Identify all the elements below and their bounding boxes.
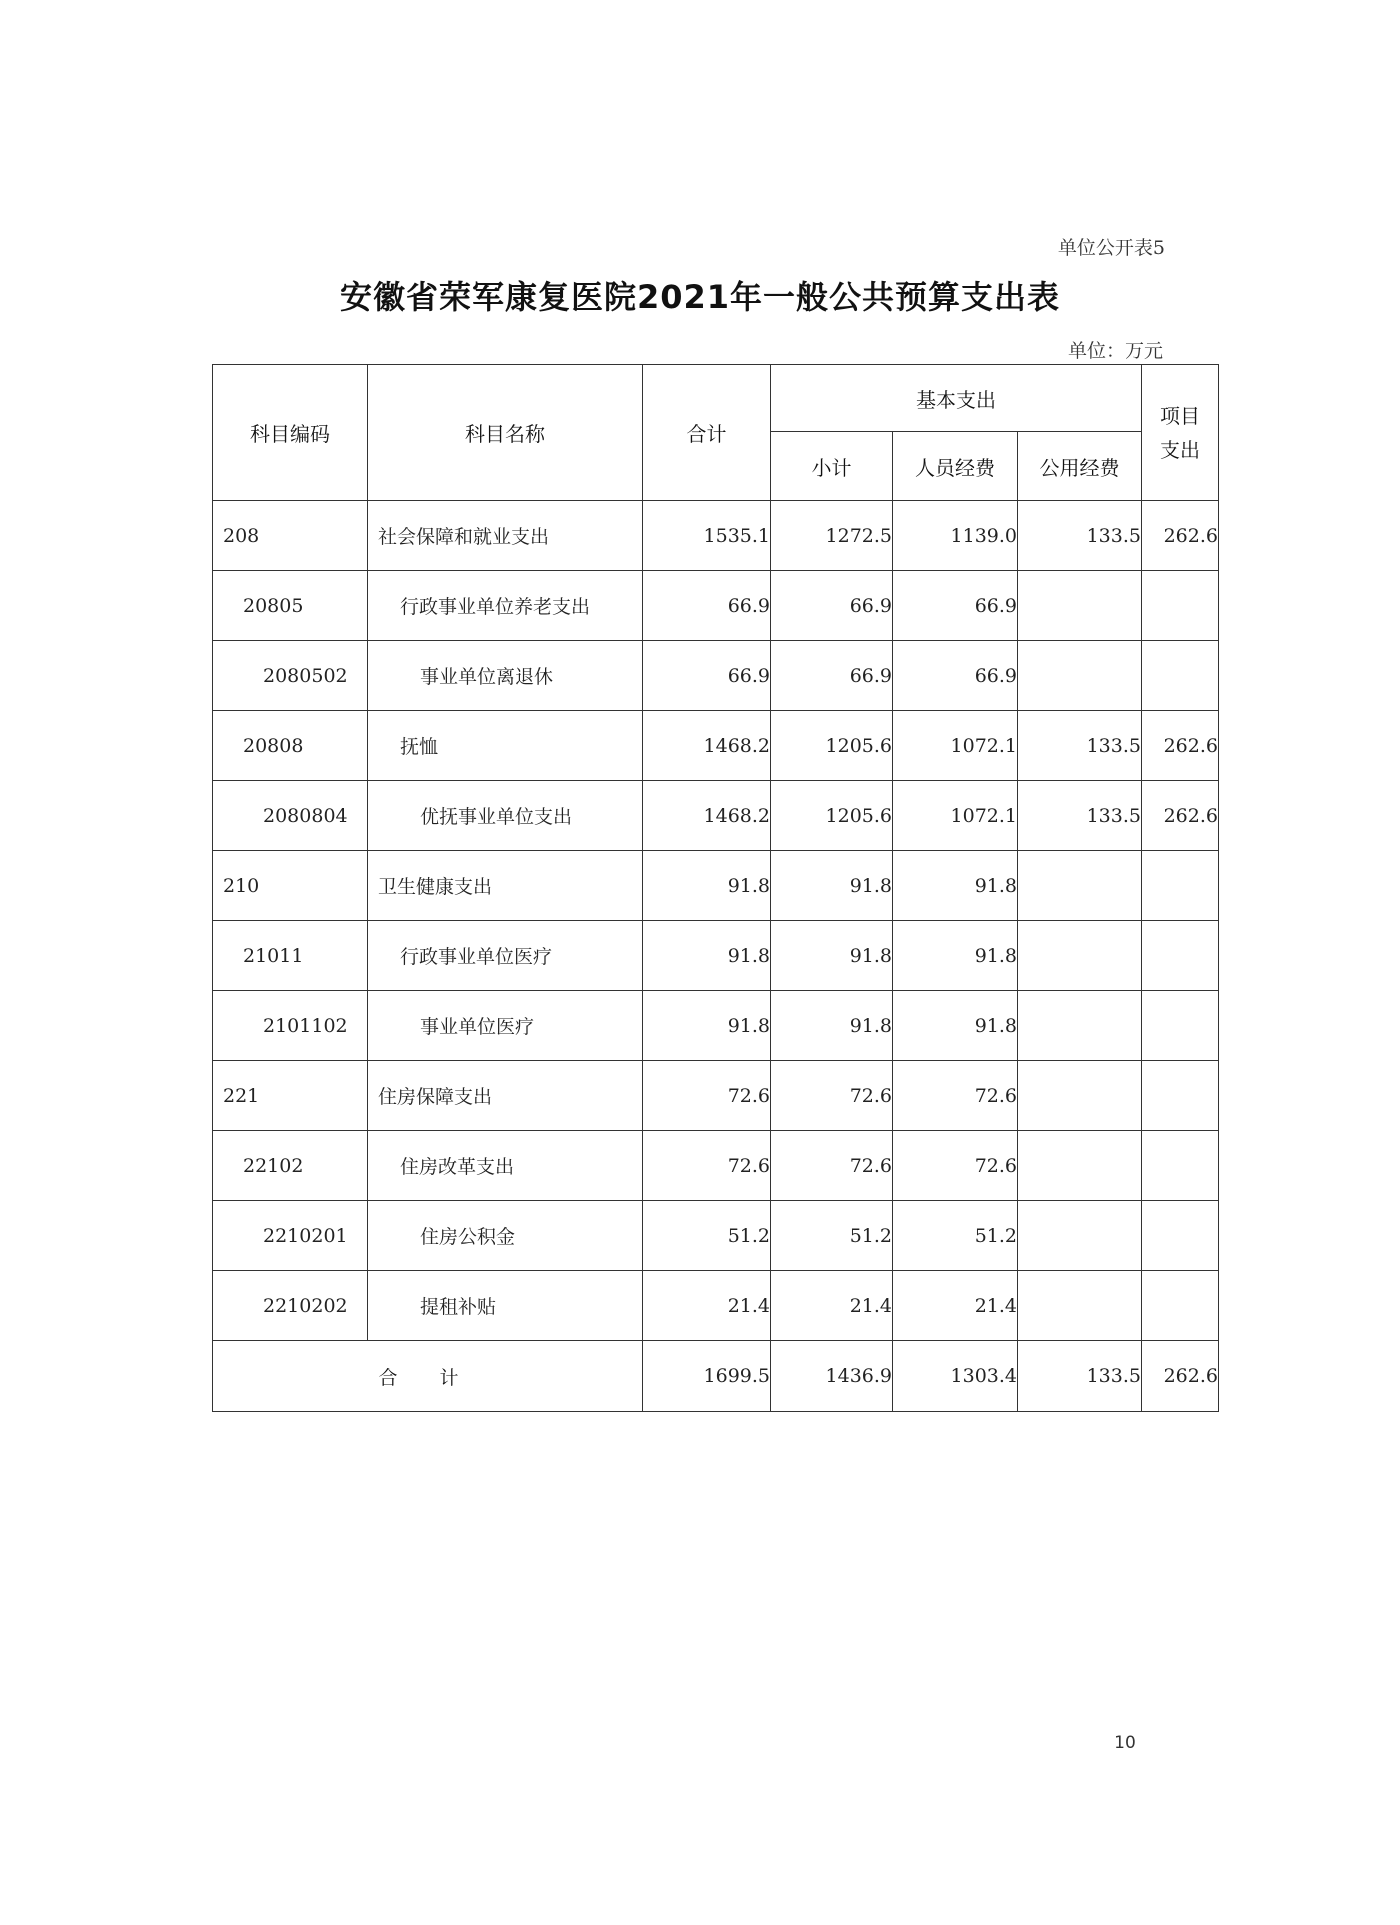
cell-subtotal: 72.6 <box>771 1061 893 1131</box>
unit-label: 单位：万元 <box>1067 340 1163 362</box>
cell-project <box>1142 991 1219 1061</box>
cell-total: 1535.1 <box>643 501 771 571</box>
cell-project: 262.6 <box>1142 781 1219 851</box>
col-header-name: 科目名称 <box>368 365 643 501</box>
cell-subtotal: 66.9 <box>771 571 893 641</box>
cell-project: 262.6 <box>1142 711 1219 781</box>
col-header-personnel: 人员经费 <box>893 432 1018 501</box>
cell-total: 51.2 <box>643 1201 771 1271</box>
col-header-basic: 基本支出 <box>771 365 1142 432</box>
table-row <box>213 1271 1219 1341</box>
cell-total: 91.8 <box>643 921 771 991</box>
total-label: 合 计 <box>213 1341 643 1412</box>
total-row <box>213 1341 1219 1412</box>
cell-project: 262.6 <box>1142 501 1219 571</box>
cell-project <box>1142 1271 1219 1341</box>
cell-code: 221 <box>213 1061 368 1131</box>
table-row <box>213 711 1219 781</box>
cell-public <box>1018 851 1142 921</box>
total-project: 262.6 <box>1142 1341 1219 1412</box>
cell-name: 行政事业单位医疗 <box>368 921 643 991</box>
cell-subtotal: 72.6 <box>771 1131 893 1201</box>
cell-public: 133.5 <box>1018 711 1142 781</box>
cell-personnel: 66.9 <box>893 641 1018 711</box>
cell-subtotal: 51.2 <box>771 1201 893 1271</box>
cell-code: 2210201 <box>213 1201 368 1271</box>
cell-personnel: 91.8 <box>893 991 1018 1061</box>
table-row <box>213 571 1219 641</box>
cell-name: 事业单位医疗 <box>368 991 643 1061</box>
cell-project <box>1142 1201 1219 1271</box>
col-header-project <box>1142 365 1219 501</box>
col-header-code: 科目编码 <box>213 365 368 501</box>
col-header-total: 合计 <box>643 365 771 501</box>
cell-code: 210 <box>213 851 368 921</box>
cell-name: 行政事业单位养老支出 <box>368 571 643 641</box>
table-row <box>213 991 1219 1061</box>
cell-name: 社会保障和就业支出 <box>368 501 643 571</box>
cell-personnel: 51.2 <box>893 1201 1018 1271</box>
cell-project <box>1142 921 1219 991</box>
cell-total: 91.8 <box>643 991 771 1061</box>
page-title: 安徽省荣军康复医院2021年一般公共预算支出表 <box>339 278 1061 316</box>
cell-name: 提租补贴 <box>368 1271 643 1341</box>
cell-project <box>1142 1131 1219 1201</box>
cell-total: 1468.2 <box>643 711 771 781</box>
cell-name: 事业单位离退休 <box>368 641 643 711</box>
cell-total: 72.6 <box>643 1131 771 1201</box>
cell-personnel: 91.8 <box>893 851 1018 921</box>
cell-personnel: 1139.0 <box>893 501 1018 571</box>
cell-name: 住房保障支出 <box>368 1061 643 1131</box>
cell-subtotal: 1205.6 <box>771 781 893 851</box>
cell-code: 208 <box>213 501 368 571</box>
cell-subtotal: 91.8 <box>771 921 893 991</box>
total-personnel: 1303.4 <box>893 1341 1018 1412</box>
cell-project <box>1142 571 1219 641</box>
cell-code: 20805 <box>213 571 368 641</box>
cell-subtotal: 1272.5 <box>771 501 893 571</box>
total-public: 133.5 <box>1018 1341 1142 1412</box>
cell-public <box>1018 571 1142 641</box>
total-total: 1699.5 <box>643 1341 771 1412</box>
cell-name: 优抚事业单位支出 <box>368 781 643 851</box>
cell-subtotal: 91.8 <box>771 851 893 921</box>
cell-personnel: 91.8 <box>893 921 1018 991</box>
cell-subtotal: 91.8 <box>771 991 893 1061</box>
cell-subtotal: 66.9 <box>771 641 893 711</box>
cell-total: 66.9 <box>643 571 771 641</box>
cell-name: 卫生健康支出 <box>368 851 643 921</box>
total-subtotal: 1436.9 <box>771 1341 893 1412</box>
table-row <box>213 1061 1219 1131</box>
cell-code: 2080502 <box>213 641 368 711</box>
table-row <box>213 641 1219 711</box>
cell-personnel: 1072.1 <box>893 711 1018 781</box>
form-id: 单位公开表5 <box>1057 237 1165 259</box>
col-header-project-text: 项目支出 <box>1160 403 1200 462</box>
cell-code: 22102 <box>213 1131 368 1201</box>
cell-public <box>1018 921 1142 991</box>
cell-personnel: 72.6 <box>893 1131 1018 1201</box>
cell-personnel: 66.9 <box>893 571 1018 641</box>
cell-subtotal: 1205.6 <box>771 711 893 781</box>
cell-public: 133.5 <box>1018 501 1142 571</box>
page-number: 10 <box>1114 1733 1136 1753</box>
cell-public <box>1018 1061 1142 1131</box>
cell-total: 1468.2 <box>643 781 771 851</box>
cell-total: 66.9 <box>643 641 771 711</box>
table-row <box>213 501 1219 571</box>
table-row <box>213 921 1219 991</box>
cell-total: 21.4 <box>643 1271 771 1341</box>
cell-name: 住房改革支出 <box>368 1131 643 1201</box>
cell-public: 133.5 <box>1018 781 1142 851</box>
table-row <box>213 851 1219 921</box>
cell-public <box>1018 991 1142 1061</box>
cell-personnel: 72.6 <box>893 1061 1018 1131</box>
cell-total: 91.8 <box>643 851 771 921</box>
table-row <box>213 781 1219 851</box>
cell-public <box>1018 1131 1142 1201</box>
cell-code: 2101102 <box>213 991 368 1061</box>
cell-code: 2080804 <box>213 781 368 851</box>
col-header-subtotal: 小计 <box>771 432 893 501</box>
cell-project <box>1142 851 1219 921</box>
table-row <box>213 1131 1219 1201</box>
cell-name: 抚恤 <box>368 711 643 781</box>
col-header-public: 公用经费 <box>1018 432 1142 501</box>
cell-name: 住房公积金 <box>368 1201 643 1271</box>
cell-public <box>1018 641 1142 711</box>
cell-public <box>1018 1271 1142 1341</box>
cell-code: 2210202 <box>213 1271 368 1341</box>
cell-personnel: 21.4 <box>893 1271 1018 1341</box>
cell-code: 21011 <box>213 921 368 991</box>
cell-personnel: 1072.1 <box>893 781 1018 851</box>
cell-subtotal: 21.4 <box>771 1271 893 1341</box>
cell-project <box>1142 641 1219 711</box>
budget-table <box>212 364 1219 1412</box>
cell-project <box>1142 1061 1219 1131</box>
cell-total: 72.6 <box>643 1061 771 1131</box>
cell-public <box>1018 1201 1142 1271</box>
cell-code: 20808 <box>213 711 368 781</box>
table-row <box>213 1201 1219 1271</box>
